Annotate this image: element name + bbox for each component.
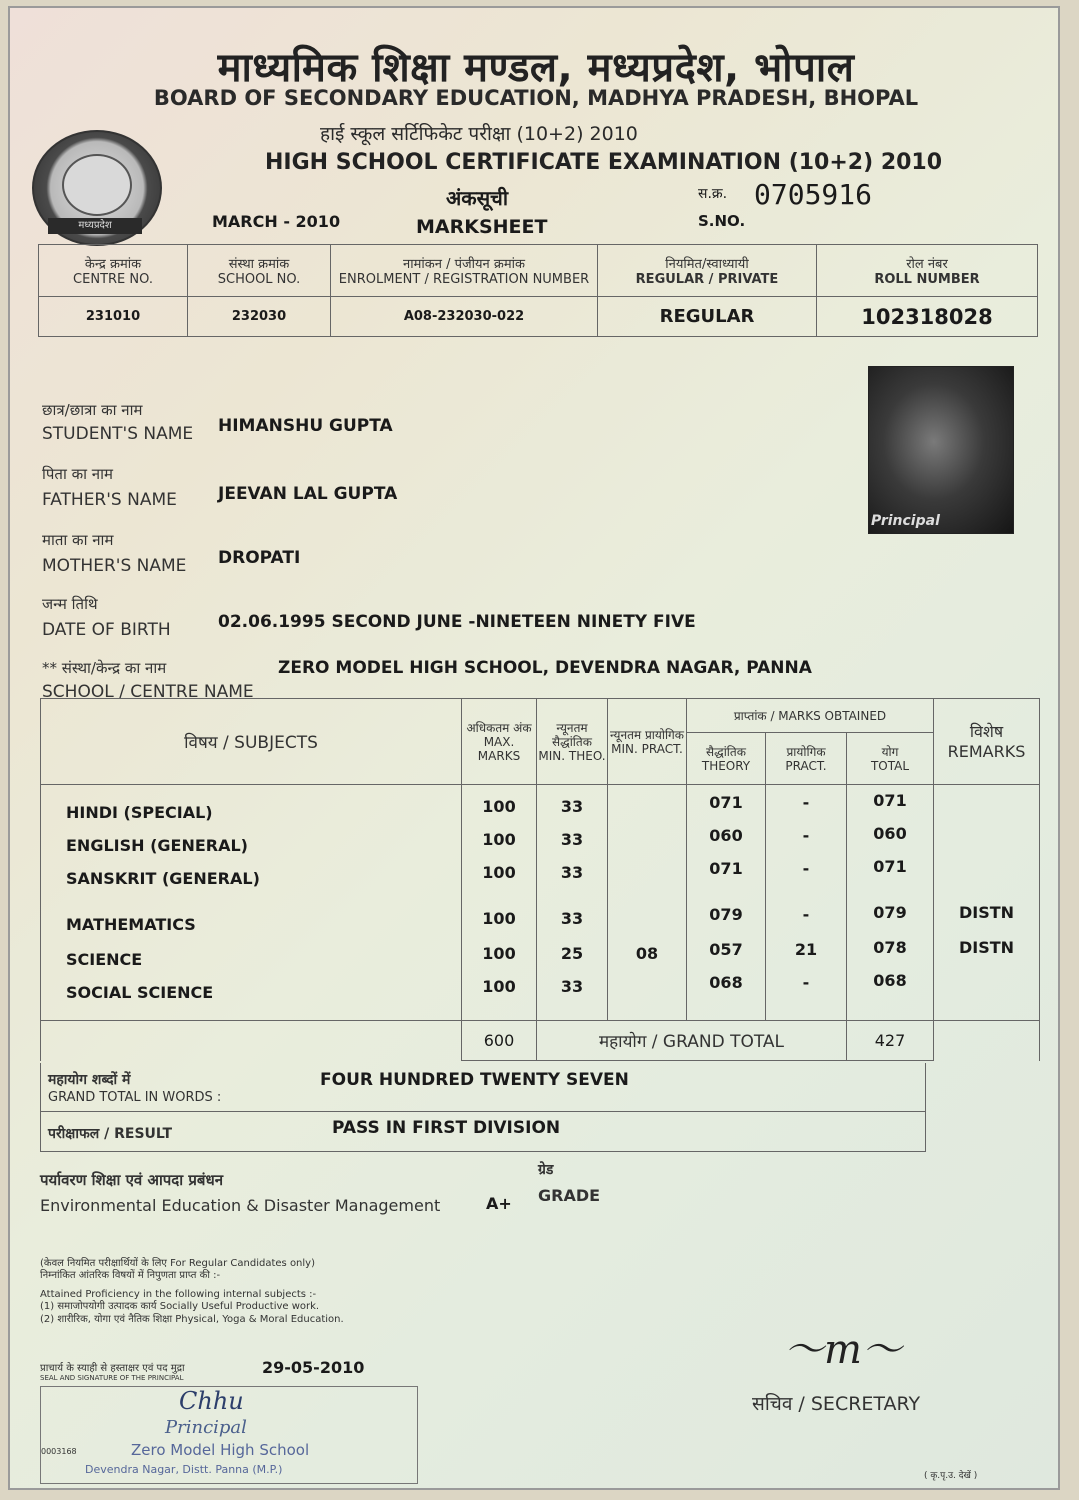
father-name-label-hi: पिता का नाम — [42, 465, 113, 483]
total-cell: 078 — [873, 938, 907, 957]
footnote-line-2: निम्नांकित आंतरिक विषयों में निपुणता प्राप्त की :- — [40, 1270, 221, 1281]
total-header-hi: योग — [881, 744, 899, 759]
marks-rows — [41, 785, 1040, 1061]
total-header-en: TOTAL — [870, 758, 910, 773]
centre-no-label-en: CENTRE NO. — [73, 272, 153, 287]
min-pract-header-en: MIN. PRACT. — [611, 741, 683, 756]
min-pract-cell: 08 — [635, 944, 659, 963]
father-name-value: JEEVAN LAL GUPTA — [218, 484, 398, 504]
pract-header-hi: प्रायोगिक — [786, 744, 826, 759]
remarks-cell — [935, 971, 1038, 1004]
grand-total-label: महायोग / GRAND TOTAL — [537, 1021, 847, 1061]
theory-cell: 068 — [709, 973, 743, 992]
regular-private-label-en: REGULAR / PRIVATE — [635, 272, 779, 287]
student-name-label-en: STUDENT'S NAME — [42, 424, 194, 444]
regular-private-label-hi: नियमित/स्वाध्यायी — [665, 257, 749, 272]
theory-cell: 060 — [709, 826, 743, 845]
grade-label-en: GRADE — [538, 1186, 601, 1205]
enrolment-label-en: ENROLMENT / REGISTRATION NUMBER — [338, 272, 590, 287]
dob-label-hi: जन्म तिथि — [42, 595, 98, 613]
max-marks-header-en: MAX. MARKS — [477, 734, 521, 763]
env-grade-value: A+ — [486, 1194, 512, 1213]
pract-cell: - — [802, 793, 810, 812]
remarks-cell: DISTN — [958, 903, 1015, 922]
min-theory-cell: 25 — [560, 944, 584, 963]
total-cell: 079 — [873, 903, 907, 922]
mother-name-label-en: MOTHER'S NAME — [42, 556, 187, 576]
min-theory-cell: 33 — [560, 909, 584, 928]
remarks-header-hi: विशेष — [969, 721, 1004, 741]
student-photo — [868, 366, 1014, 534]
min-theory-cell: 33 — [560, 977, 584, 996]
grade-label-hi: ग्रेड — [538, 1162, 554, 1178]
theory-cell: 071 — [709, 793, 743, 812]
remarks-cell — [935, 791, 1038, 824]
subject-row-science: SCIENCE — [66, 950, 143, 969]
school-no-label-hi: संस्था क्रमांक — [228, 257, 290, 272]
grand-total-words-value: FOUR HUNDRED TWENTY SEVEN — [320, 1070, 629, 1090]
dob-value: 02.06.1995 SECOND JUNE -NINETEEN NINETY FIVE — [218, 612, 696, 632]
principal-signature: Chhu — [179, 1387, 244, 1415]
subject-row-sanskrit: SANSKRIT (GENERAL) — [66, 869, 260, 888]
mother-name-label-hi: माता का नाम — [42, 531, 114, 549]
marksheet-title-hindi: अंकसूची — [446, 186, 509, 210]
roll-number-value: 102318028 — [817, 297, 1038, 337]
father-name-label-en: FATHER'S NAME — [42, 490, 177, 510]
stamp-school-name: Zero Model High School — [131, 1441, 310, 1459]
remarks-header-en: REMARKS — [947, 741, 1026, 761]
school-no-label-en: SCHOOL NO. — [217, 272, 301, 287]
pract-cell: - — [802, 859, 810, 878]
grand-max-marks: 600 — [462, 1021, 537, 1061]
max-marks-cell: 100 — [482, 909, 516, 928]
words-label-hi: महायोग शब्दों में — [48, 1072, 131, 1088]
min-pract-cell — [609, 863, 685, 909]
marksheet — [8, 6, 1060, 1490]
result-label: परीक्षाफल / RESULT — [48, 1126, 173, 1142]
env-education-label-hi: पर्यावरण शिक्षा एवं आपदा प्रबंधन — [40, 1171, 224, 1189]
footnote-line-5: (2) शारीरिक, योगा एवं नैतिक शिक्षा Physical, Yoga & Moral Education. — [40, 1314, 344, 1325]
words-label-en: GRAND TOTAL IN WORDS : — [48, 1090, 222, 1105]
dob-label-en: DATE OF BIRTH — [42, 620, 171, 640]
subject-row-hindi: HINDI (SPECIAL) — [66, 803, 213, 822]
max-marks-cell: 100 — [482, 944, 516, 963]
min-theory-cell: 33 — [560, 830, 584, 849]
theory-cell: 071 — [709, 859, 743, 878]
serial-number: 0705916 — [754, 178, 873, 211]
remarks-cell — [935, 857, 1038, 903]
photo-principal-sign: Principal — [871, 513, 940, 529]
theory-header-en: THEORY — [701, 758, 751, 773]
footnote-line-1: (केवल नियमित परीक्षार्थियों के लिए For Regular Candidates only) — [40, 1258, 315, 1269]
subjects-header: विषय / SUBJECTS — [41, 699, 462, 785]
min-pract-cell — [609, 909, 685, 944]
max-marks-cell: 100 — [482, 977, 516, 996]
max-marks-cell: 100 — [482, 830, 516, 849]
result-value: PASS IN FIRST DIVISION — [332, 1118, 561, 1138]
roll-number-label-hi: रोल नंबर — [906, 257, 948, 272]
board-title-english: BOARD OF SECONDARY EDUCATION, MADHYA PRADESH, BHOPAL — [153, 86, 919, 110]
min-theory-header-hi: न्यूनतम सैद्धांतिक — [552, 720, 592, 749]
min-pract-cell — [609, 830, 685, 863]
school-name-label-en: SCHOOL / CENTRE NAME — [42, 682, 254, 702]
pract-cell: - — [802, 826, 810, 845]
min-pract-cell — [609, 797, 685, 830]
grand-total-value: 427 — [847, 1021, 934, 1061]
total-cell: 068 — [873, 971, 907, 990]
pract-cell: - — [802, 973, 810, 992]
principal-stamp — [40, 1386, 418, 1484]
session-label: MARCH - 2010 — [212, 212, 341, 231]
seal-label-en: SEAL AND SIGNATURE OF THE PRINCIPAL — [40, 1374, 184, 1382]
roll-number-label-en: ROLL NUMBER — [874, 272, 980, 287]
stamp-address: Devendra Nagar, Distt. Panna (M.P.) — [85, 1463, 283, 1476]
secretary-label: सचिव / SECRETARY — [752, 1393, 921, 1415]
serial-label-hindi: स.क्र. — [698, 186, 728, 202]
regular-private-value: REGULAR — [598, 297, 817, 337]
school-no-value: 232030 — [188, 297, 331, 337]
book-emblem-icon — [62, 154, 132, 216]
mother-name-value: DROPATI — [218, 548, 301, 568]
stamp-code: 0003168 — [41, 1447, 77, 1456]
school-name-label-hi: ** संस्था/केन्द्र का नाम — [42, 659, 167, 677]
max-marks-cell: 100 — [482, 797, 516, 816]
pract-cell: 21 — [794, 940, 818, 959]
env-education-label-en: Environmental Education & Disaster Management — [40, 1196, 441, 1215]
total-cell: 071 — [873, 857, 907, 876]
subject-row-mathematics: MATHEMATICS — [66, 915, 196, 934]
pract-header-en: PRACT. — [785, 758, 827, 773]
school-name-value: ZERO MODEL HIGH SCHOOL, DEVENDRA NAGAR, PANNA — [278, 658, 812, 678]
theory-header-hi: सैद्धांतिक — [706, 744, 746, 759]
max-marks-cell: 100 — [482, 863, 516, 882]
enrolment-value: A08-232030-022 — [331, 297, 598, 337]
subject-row-english: ENGLISH (GENERAL) — [66, 836, 248, 855]
theory-cell: 057 — [709, 940, 743, 959]
subject-row-social-science: SOCIAL SCIENCE — [66, 983, 214, 1002]
min-theory-cell: 33 — [560, 863, 584, 882]
marks-table — [40, 698, 1040, 1061]
student-name-label-hi: छात्र/छात्रा का नाम — [42, 401, 143, 419]
min-theory-cell: 33 — [560, 797, 584, 816]
issue-date: 29-05-2010 — [262, 1358, 365, 1377]
please-turn-over: ( कृ.पृ.उ. देखें ) — [924, 1471, 978, 1481]
centre-no-label-hi: केन्द्र क्रमांक — [84, 257, 142, 272]
stamp-title: Principal — [165, 1417, 247, 1438]
remarks-cell — [935, 824, 1038, 857]
enrolment-label-hi: नामांकन / पंजीयन क्रमांक — [403, 257, 525, 272]
student-name-value: HIMANSHU GUPTA — [218, 416, 393, 436]
board-seal-logo — [32, 130, 162, 246]
board-title-hindi: माध्यमिक शिक्षा मण्डल, मध्यप्रदेश, भोपाल — [217, 45, 855, 91]
min-pract-cell — [609, 977, 685, 1010]
total-cell: 071 — [873, 791, 907, 810]
exam-title-english: HIGH SCHOOL CERTIFICATE EXAMINATION (10+2) 2010 — [265, 150, 943, 175]
min-theory-header-en: MIN. THEO. — [538, 748, 606, 763]
serial-label-english: S.NO. — [698, 212, 746, 230]
centre-no-value: 231010 — [39, 297, 188, 337]
marks-obtained-header: प्राप्तांक / MARKS OBTAINED — [687, 699, 934, 733]
min-pract-header-hi: न्यूनतम प्रायोगिक — [609, 727, 685, 742]
secretary-signature: 〜m〜 — [784, 1327, 902, 1373]
identification-table — [38, 244, 1038, 337]
footnote-line-3: Attained Proficiency in the following internal subjects :- — [40, 1289, 317, 1300]
marksheet-title-english: MARKSHEET — [416, 216, 548, 238]
pract-cell: - — [802, 905, 810, 924]
remarks-cell: DISTN — [958, 938, 1015, 957]
total-cell: 060 — [873, 824, 907, 843]
seal-label-hi: प्राचार्य के स्याही से हस्ताक्षर एवं पद मुद्रा — [40, 1363, 185, 1374]
theory-cell: 079 — [709, 905, 743, 924]
seal-band-text: मध्यप्रदेश — [48, 218, 142, 234]
footnote-line-4: (1) समाजोपयोगी उत्पादक कार्य Socially Useful Productive work. — [40, 1301, 320, 1312]
max-marks-header-hi: अधिकतम अंक — [466, 720, 532, 735]
exam-title-hindi: हाई स्कूल सर्टिफिकेट परीक्षा (10+2) 2010 — [320, 123, 638, 145]
